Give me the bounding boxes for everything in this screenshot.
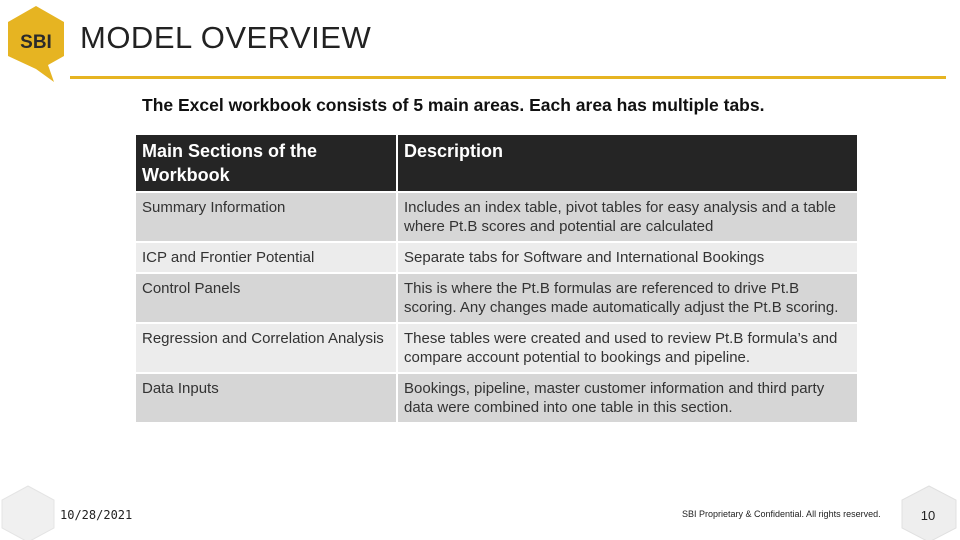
footer-confidential: SBI Proprietary & Confidential. All rights reserved. (682, 509, 881, 519)
section-cell: Summary Information (136, 193, 396, 241)
description-cell: These tables were created and used to review Pt.B formula’s and compare account potential to bookings and pipeline. (398, 324, 857, 372)
table-row (136, 274, 857, 322)
sbi-logo (4, 4, 68, 84)
table-row (136, 243, 857, 272)
intro-text: The Excel workbook consists of 5 main areas. Each area has multiple tabs. (142, 95, 765, 115)
table-row (136, 193, 857, 241)
page-title: MODEL OVERVIEW (80, 20, 372, 55)
section-cell: Data Inputs (136, 374, 396, 422)
footer-hexagon-left (0, 484, 56, 540)
title-divider (70, 76, 946, 79)
section-cell: Regression and Correlation Analysis (136, 324, 396, 372)
column-header-section: Main Sections of the Workbook (136, 135, 396, 191)
column-header-description: Description (398, 135, 857, 191)
section-cell: ICP and Frontier Potential (136, 243, 396, 272)
logo-text: SBI (20, 32, 52, 53)
description-cell: Separate tabs for Software and International Bookings (398, 243, 857, 272)
description-cell: Bookings, pipeline, master customer information and third party data were combined into one table in this section. (398, 374, 857, 422)
section-cell: Control Panels (136, 274, 396, 322)
table-row (136, 324, 857, 372)
page-number: 10 (920, 508, 936, 523)
footer-date: 10/28/2021 (60, 508, 133, 522)
description-cell: This is where the Pt.B formulas are referenced to drive Pt.B scoring. Any changes made automatically adjust the Pt.B scoring. (398, 274, 857, 322)
table-row (136, 374, 857, 422)
description-cell: Includes an index table, pivot tables for easy analysis and a table where Pt.B scores and potential are calculated (398, 193, 857, 241)
workbook-sections-table (134, 133, 859, 424)
table-header-row (136, 135, 857, 191)
